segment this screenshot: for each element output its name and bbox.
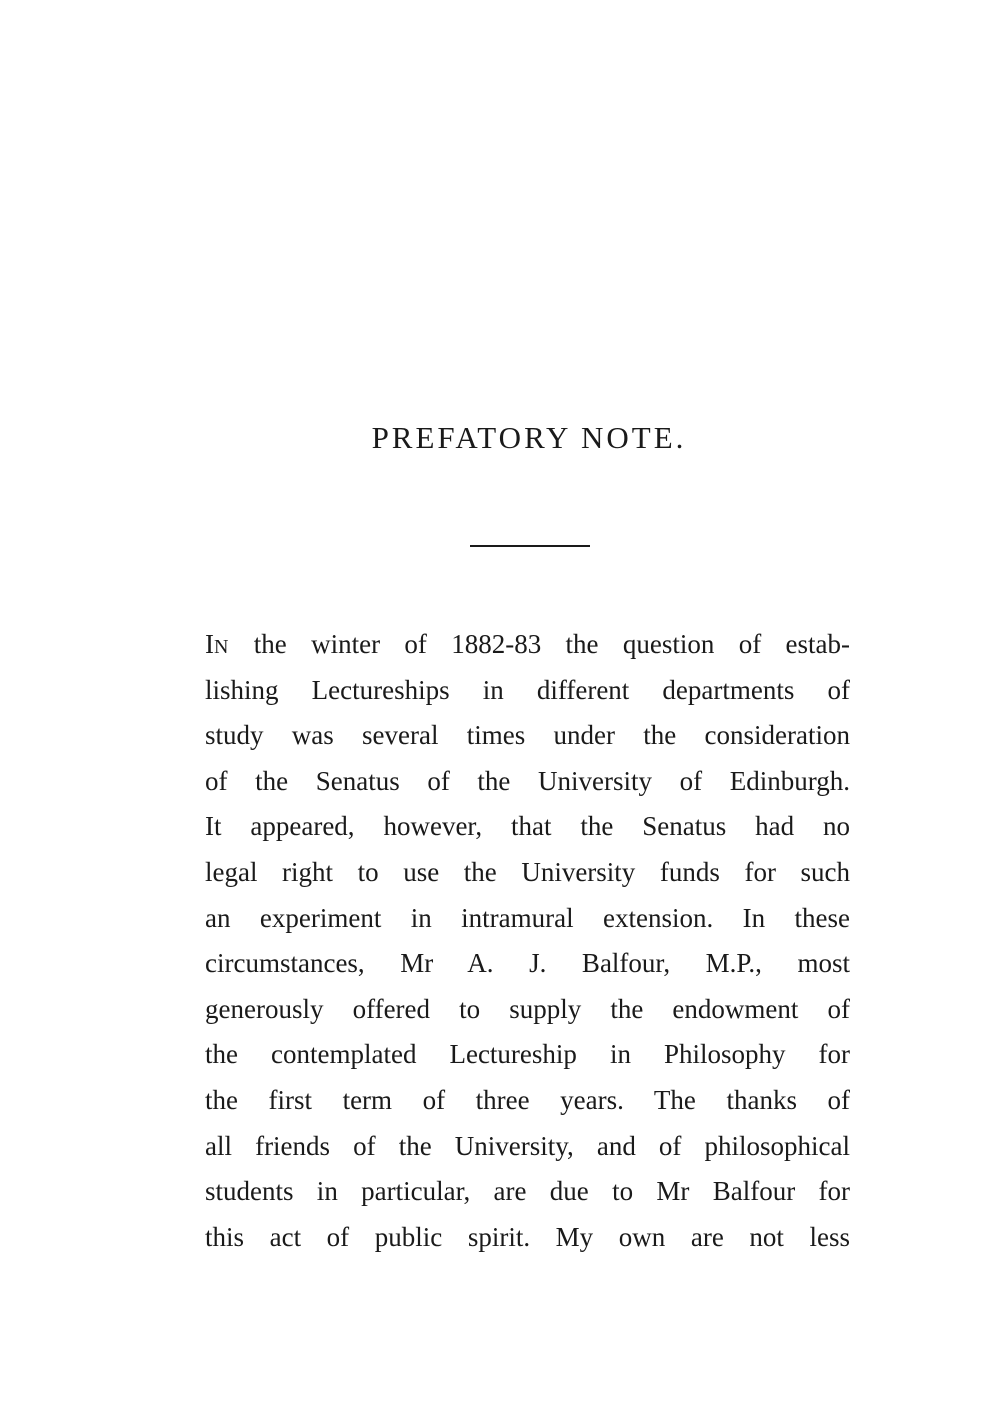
title-divider bbox=[470, 545, 590, 547]
text-line: circumstances, Mr A. J. Balfour, M.P., most bbox=[205, 948, 850, 979]
opening-initial: I bbox=[205, 629, 214, 659]
text-line: of the Senatus of the University of Edinburgh. bbox=[205, 765, 850, 796]
text-line: It appeared, however, that the Senatus had no bbox=[205, 811, 850, 842]
text-line: this act of public spirit. My own are not less bbox=[205, 1221, 850, 1252]
text-line: all friends of the University, and of philosophical bbox=[205, 1130, 850, 1161]
text-line-content: the winter of 1882-83 the question of estab- bbox=[229, 629, 850, 659]
body-paragraph bbox=[205, 622, 850, 1260]
text-line: generously offered to supply the endowment of bbox=[205, 993, 850, 1024]
text-line: study was several times under the consideration bbox=[205, 720, 850, 751]
page-title: PREFATORY NOTE. bbox=[371, 420, 687, 455]
text-line: legal right to use the University funds for such bbox=[205, 856, 850, 887]
text-line: the first term of three years. The thanks of bbox=[205, 1084, 850, 1115]
text-line: lishing Lectureships in different departments of bbox=[205, 674, 850, 705]
text-line: the contemplated Lectureship in Philosophy for bbox=[205, 1039, 850, 1070]
opening-smallcap: N bbox=[214, 636, 230, 658]
text-line: students in particular, are due to Mr Balfour for bbox=[205, 1176, 850, 1207]
text-line bbox=[205, 622, 850, 668]
text-line: an experiment in intramural extension. In these bbox=[205, 902, 850, 933]
